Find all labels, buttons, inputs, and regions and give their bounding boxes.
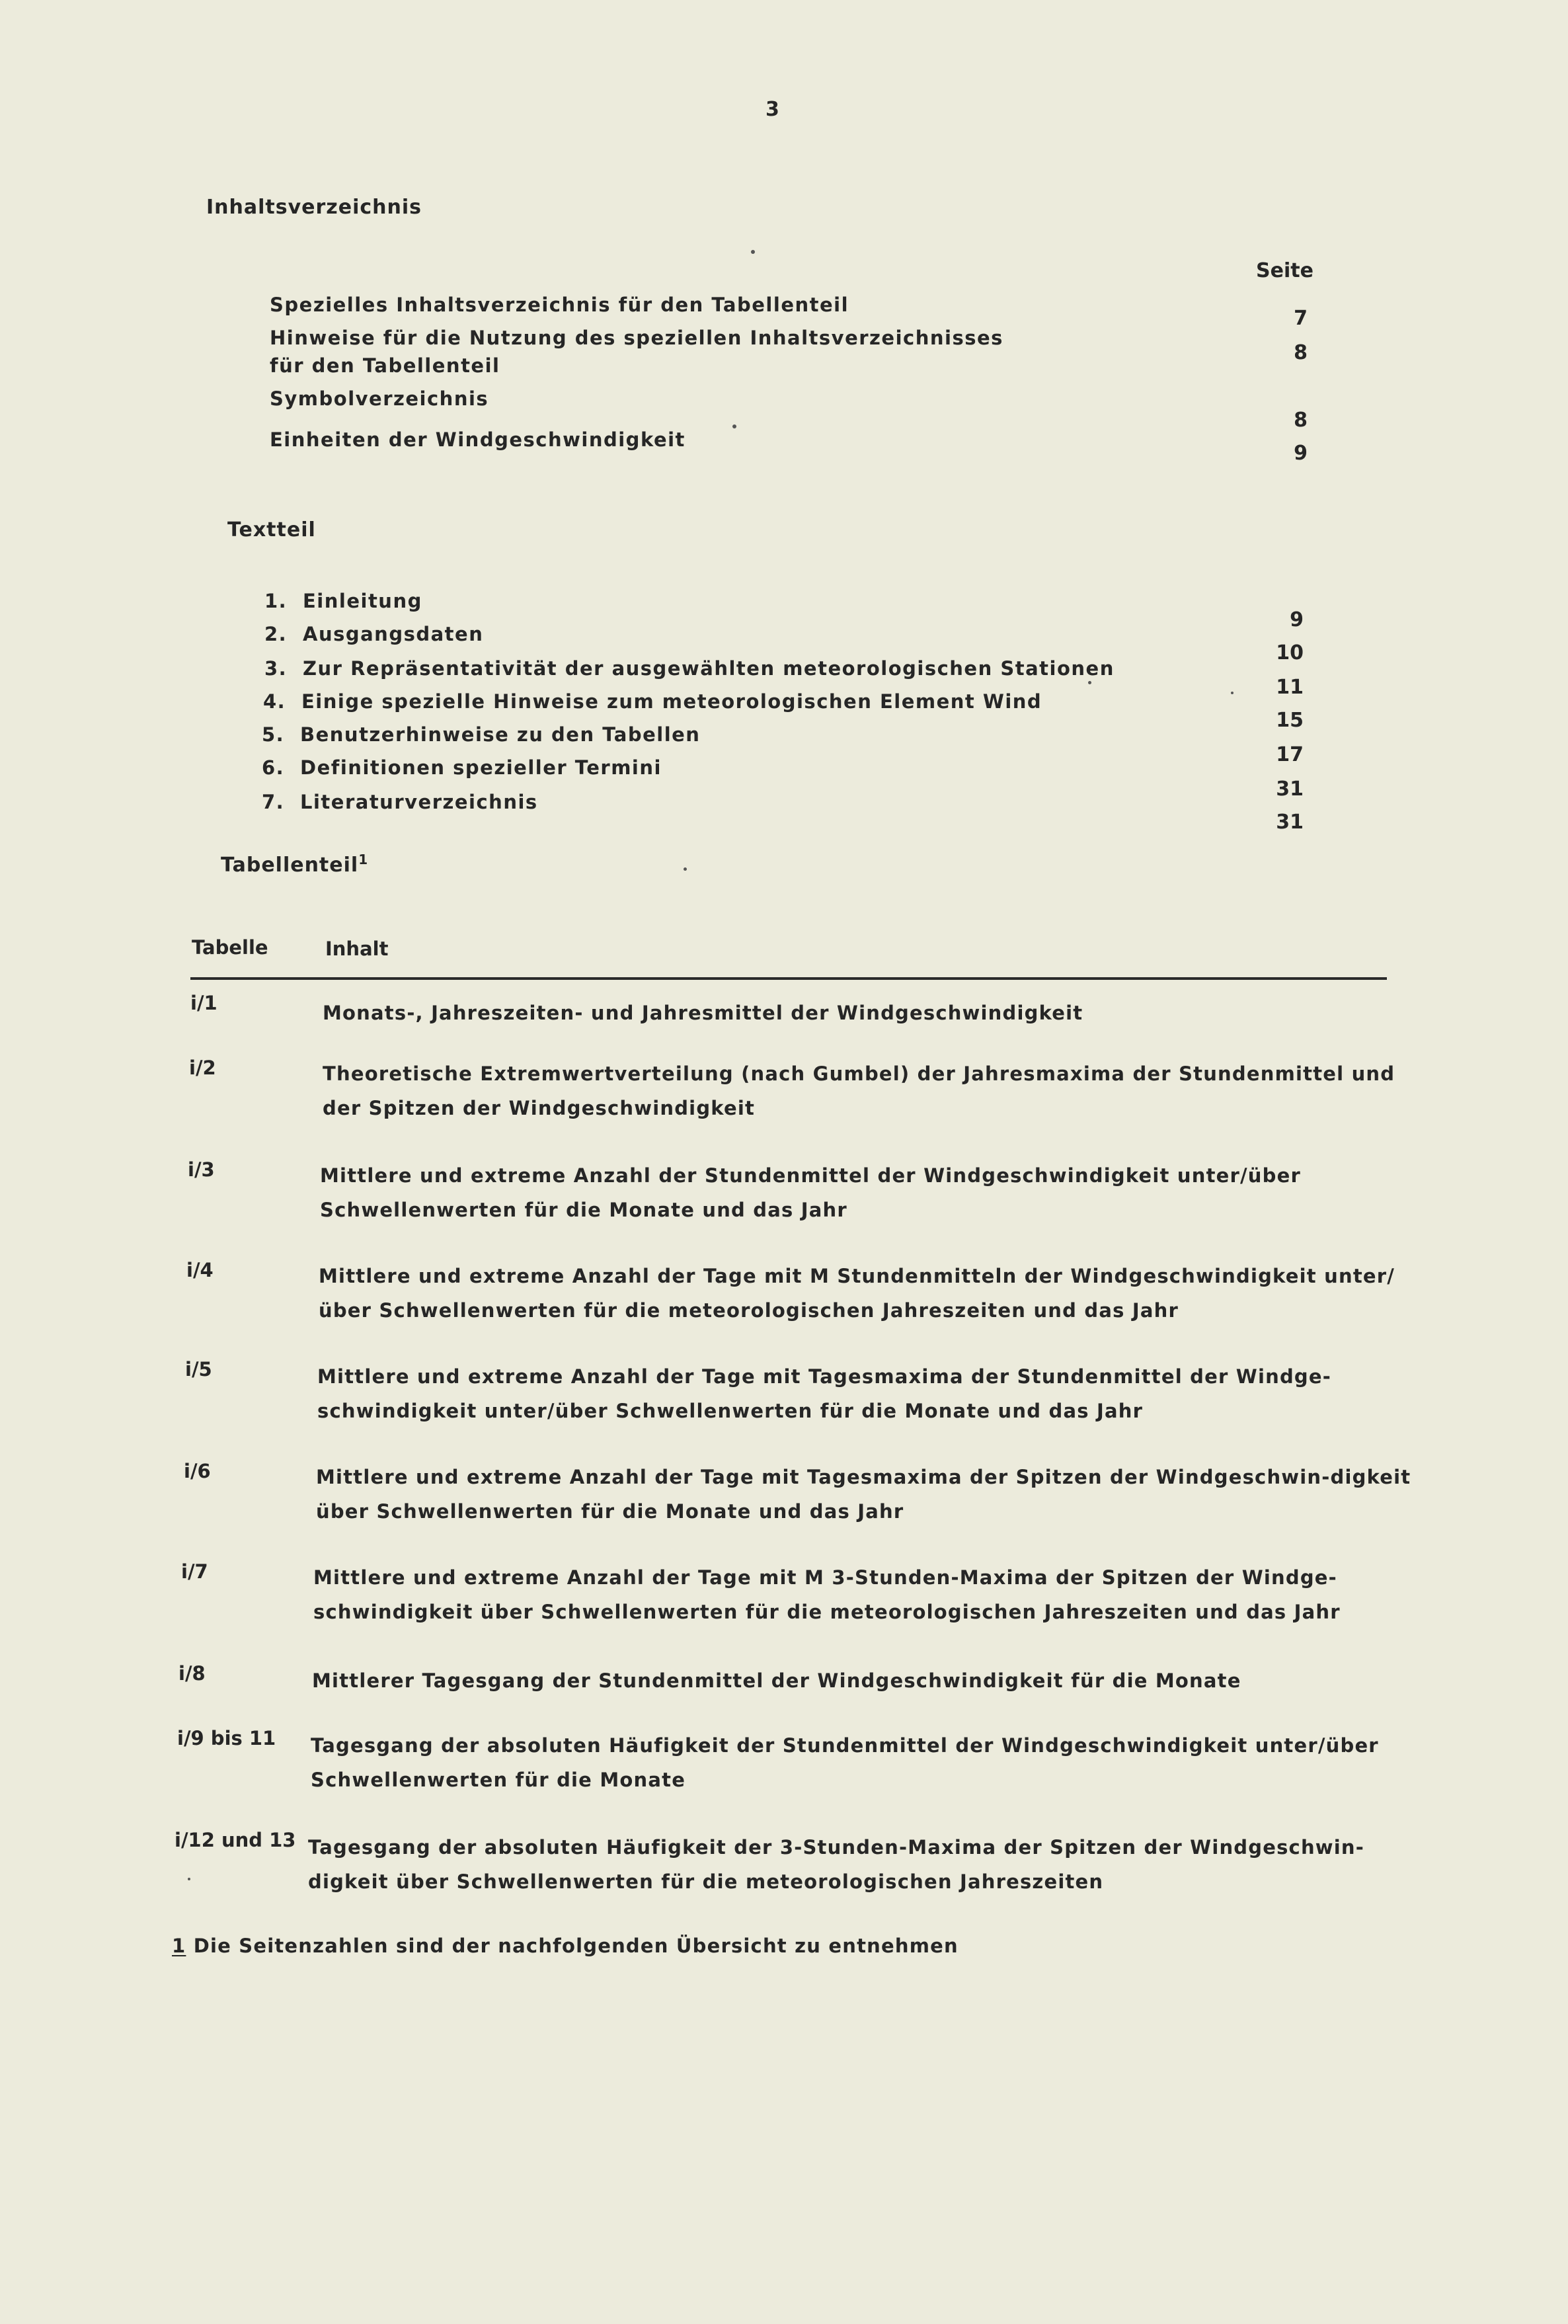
textteil-item-number: 6. <box>262 756 285 779</box>
column-header-tabelle: Tabelle <box>192 936 268 959</box>
table-row-code: i/5 <box>185 1358 212 1381</box>
toc-entry-label: Spezielles Inhaltsverzeichnis für den Tabellenteil <box>270 294 849 316</box>
textteil-item-label: Literaturverzeichnis <box>300 791 538 813</box>
table-row-code: i/6 <box>184 1460 211 1482</box>
textteil-item-label: Ausgangsdaten <box>303 623 484 645</box>
textteil-item-page: 31 <box>1276 811 1304 834</box>
table-row-text: Mittlere und extreme Anzahl der Tage mit Tagesmaxima der Stundenmittel der Windge-schwindigkeit unter/über Schwellenwerten für die Monate und das Jahr <box>317 1365 1331 1422</box>
table-row-text: Mittlere und extreme Anzahl der Tage mit M Stundenmitteln der Windgeschwindigkeit unter/über Schwellenwerten für die meteorologischen Jahreszeiten und das Jahr <box>319 1265 1395 1322</box>
footnote-mark: 1 <box>172 1935 186 1957</box>
textteil-item-page: 31 <box>1276 778 1304 801</box>
textteil-item-number: 4. <box>263 690 286 713</box>
footnote-text: Die Seitenzahlen sind der nachfolgenden Übersicht zu entnehmen <box>193 1935 959 1957</box>
table-row-text: Mittlere und extreme Anzahl der Stundenmittel der Windgeschwindigkeit unter/über Schwellenwerten für die Monate und das Jahr <box>320 1164 1301 1221</box>
textteil-item-number: 5. <box>262 723 285 746</box>
table-row-text: Mittlere und extreme Anzahl der Tage mit M 3-Stunden-Maxima der Spitzen der Windge-schwindigkeit über Schwellenwerten für die meteorologischen Jahreszeiten und das Jahr <box>313 1566 1341 1623</box>
table-row-code: i/9 bis 11 <box>177 1727 276 1749</box>
footnote-reference: 1 <box>358 852 369 867</box>
table-row-text: Monats-, Jahreszeiten- und Jahresmittel der Windgeschwindigkeit <box>323 1002 1083 1024</box>
table-row-code: i/1 <box>190 992 217 1014</box>
textteil-item-number: 2. <box>264 623 288 645</box>
textteil-item-page: 15 <box>1276 709 1304 732</box>
page-number: 3 <box>765 98 779 121</box>
textteil-item-number: 7. <box>262 791 285 813</box>
column-header-inhalt: Inhalt <box>325 938 389 960</box>
table-row-code: i/4 <box>186 1259 214 1281</box>
scan-speck <box>188 1878 190 1880</box>
scan-speck <box>1231 692 1234 694</box>
table-row-text: Mittlere und extreme Anzahl der Tage mit Tagesmaxima der Spitzen der Windgeschwin-digkeit über Schwellenwerten für die Monate und das Jahr <box>316 1466 1411 1523</box>
scan-speck <box>684 867 687 871</box>
textteil-item-label: Benutzerhinweise zu den Tabellen <box>300 723 701 746</box>
scan-speck <box>751 250 755 254</box>
textteil-item-label: Zur Repräsentativität der ausgewählten meteorologischen Stationen <box>303 657 1115 680</box>
seite-column-label: Seite <box>1256 259 1313 282</box>
table-row-code: i/3 <box>188 1158 215 1181</box>
table-row-code: i/8 <box>178 1662 206 1685</box>
tabellenteil-heading <box>221 852 368 877</box>
toc-entry-page: 7 <box>1294 307 1308 330</box>
textteil-item-number: 1. <box>264 590 288 612</box>
textteil-item-label: Einleitung <box>303 590 422 612</box>
toc-entry-page: 8 <box>1294 409 1308 432</box>
scan-speck <box>732 424 736 428</box>
textteil-item-label: Definitionen spezieller Termini <box>300 756 662 779</box>
page-title: Inhaltsverzeichnis <box>206 196 422 219</box>
table-row-code: i/12 und 13 <box>175 1829 296 1851</box>
table-row-text: Theoretische Extremwertverteilung (nach Gumbel) der Jahresmaxima der Stundenmittel und der Spitzen der Windgeschwindigkeit <box>323 1062 1395 1119</box>
toc-entry-page: 8 <box>1294 341 1308 364</box>
textteil-item-page: 10 <box>1276 641 1304 664</box>
header-rule <box>190 977 1387 980</box>
toc-entry-page: 9 <box>1294 442 1308 465</box>
table-row-text: Tagesgang der absoluten Häufigkeit der 3-Stunden-Maxima der Spitzen der Windgeschwin-digkeit über Schwellenwerten für die meteorologischen Jahreszeiten <box>308 1836 1365 1893</box>
table-row-text: Mittlerer Tagesgang der Stundenmittel der Windgeschwindigkeit für die Monate <box>312 1669 1241 1692</box>
textteil-item-number: 3. <box>264 657 288 680</box>
textteil-item-page: 11 <box>1276 676 1304 699</box>
textteil-heading: Textteil <box>227 518 316 541</box>
toc-entry-label: Hinweise für die Nutzung des speziellen Inhaltsverzeichnisses <box>270 327 1003 349</box>
table-row-text: Tagesgang der absoluten Häufigkeit der Stundenmittel der Windgeschwindigkeit unter/über Schwellenwerten für die Monate <box>311 1734 1379 1791</box>
textteil-item-page: 9 <box>1290 608 1304 631</box>
footnote <box>172 1935 959 1957</box>
table-row-code: i/2 <box>189 1057 216 1079</box>
toc-entry-label: Einheiten der Windgeschwindigkeit <box>270 428 686 451</box>
toc-entry-label: Symbolverzeichnis <box>270 387 489 410</box>
scan-speck <box>1088 681 1091 684</box>
textteil-item-label: Einige spezielle Hinweise zum meteorologischen Element Wind <box>301 690 1042 713</box>
table-row-code: i/7 <box>181 1560 208 1583</box>
toc-entry-label-continued: für den Tabellenteil <box>270 354 500 377</box>
textteil-item-page: 17 <box>1276 743 1304 766</box>
tabellenteil-heading-text: Tabellenteil <box>221 854 359 877</box>
